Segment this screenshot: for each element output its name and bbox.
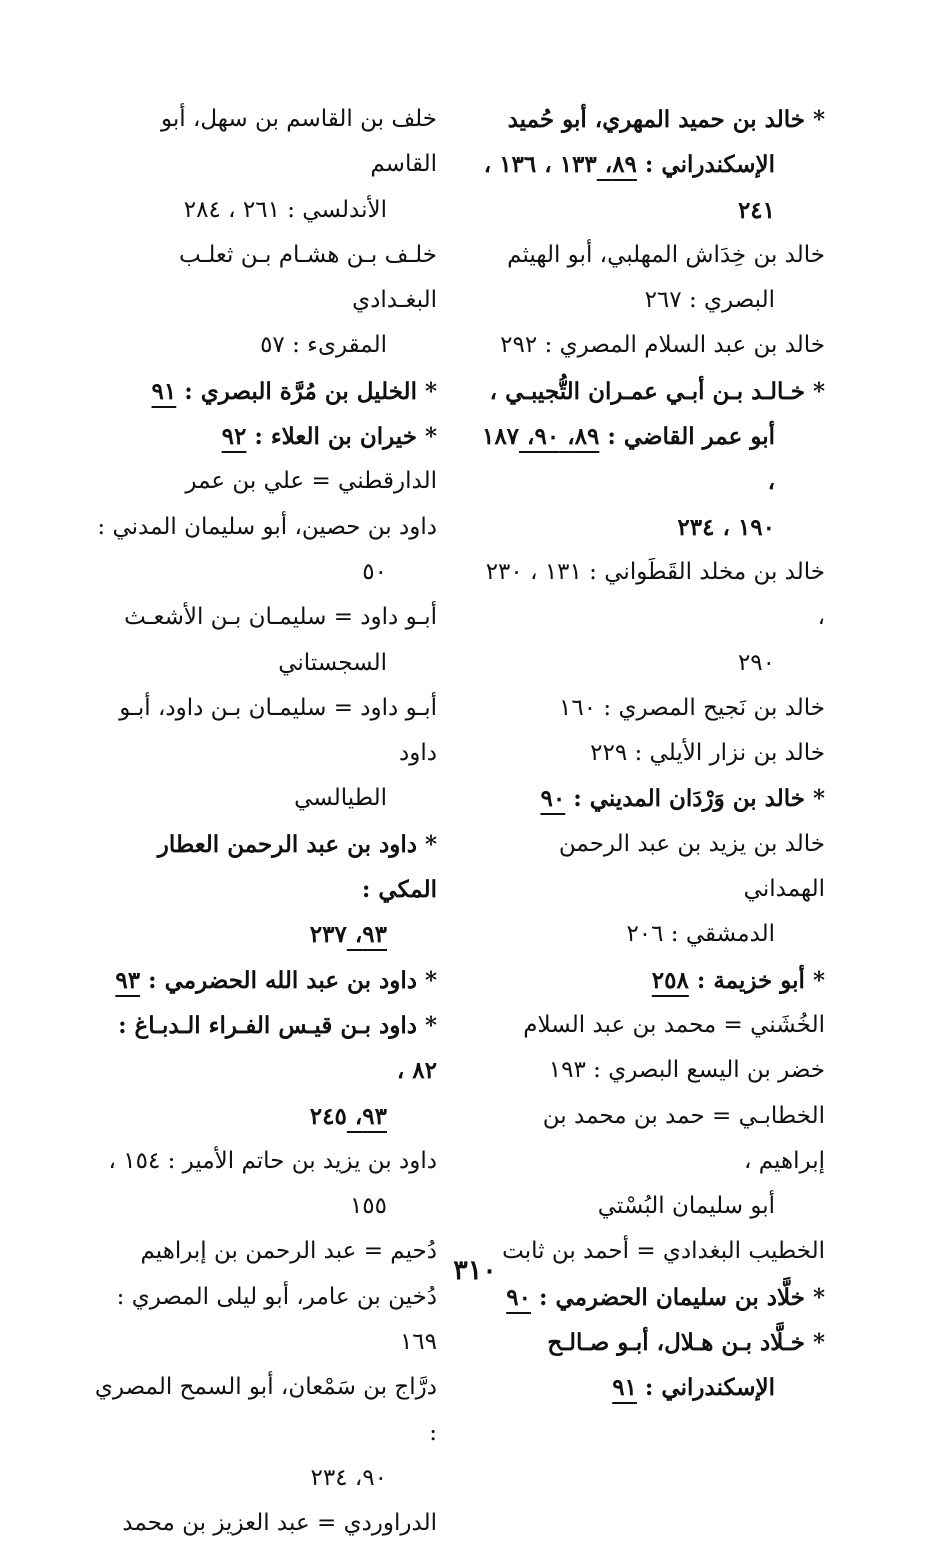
entry-continuation-line <box>92 776 437 821</box>
index-entry <box>480 822 825 958</box>
entry-text: أبو سليمان البُسْتي <box>597 1193 775 1220</box>
entry-line <box>92 97 437 188</box>
index-entry <box>92 822 437 958</box>
entry-continuation-line <box>92 1094 437 1139</box>
entry-continuation-line <box>480 912 825 957</box>
entry-text: الأندلسي : ٢٦١ ، ٢٨٤ <box>183 196 387 223</box>
entry-line <box>92 595 437 640</box>
entry-line <box>480 369 825 414</box>
index-entry <box>480 233 825 324</box>
entry-text: الإسكندراني : <box>636 151 775 179</box>
index-entry <box>92 1275 437 1366</box>
entry-text: * أبو خزيمة : <box>688 966 825 994</box>
entry-continuation-line <box>92 912 437 957</box>
entry-text: خالد بن مخلد القَطَواني : ١٣١ ، ٢٣٠ ، <box>485 558 825 631</box>
entry-line <box>92 1501 437 1546</box>
index-entry <box>480 731 825 776</box>
entry-text: الإسكندراني : <box>636 1374 775 1402</box>
entry-text: * خـلَّاد بـن هـلال، أبـو صـالـح <box>547 1329 825 1357</box>
entry-text: ٢٤١ <box>737 196 775 224</box>
entry-text: البصري : ٢٦٧ <box>644 287 775 314</box>
underlined-page-ref: ٩٣ <box>115 966 141 994</box>
entry-line <box>480 958 825 1003</box>
entry-text: خضر بن اليسع البصري : ١٩٣ <box>548 1057 825 1084</box>
index-entry <box>480 958 825 1003</box>
underlined-page-ref: ٩٣، <box>346 921 387 949</box>
underlined-page-ref: ٢٥٨ <box>651 966 689 994</box>
index-entry <box>92 459 437 504</box>
entry-line <box>92 369 437 414</box>
entry-line <box>480 97 825 142</box>
entry-text: خالد بن يزيد بن عبد الرحمن الهمداني <box>558 830 825 903</box>
entry-continuation-line <box>480 641 825 686</box>
entry-text: * خـالـد بـن أبـي عمـران التُّجيبـي ، <box>489 377 825 405</box>
entry-text: الخُشَني = محمد بن عبد السلام <box>523 1011 825 1038</box>
underlined-page-ref: ٩١ <box>151 377 177 405</box>
index-entry <box>480 1003 825 1048</box>
index-entry <box>92 686 437 822</box>
entry-continuation-line <box>92 188 437 233</box>
entry-line <box>480 323 825 368</box>
entry-text: الدمشقي : ٢٠٦ <box>626 921 775 948</box>
index-column-left <box>92 97 437 1547</box>
entry-line <box>480 822 825 913</box>
entry-text: خالد بن نزار الأيلي : ٢٢٩ <box>590 740 825 767</box>
entry-text: ٢٩٠ <box>737 649 775 676</box>
underlined-page-ref: ٩٠ <box>506 1283 531 1311</box>
entry-line <box>92 233 437 324</box>
entry-text: * داود بن عبد الله الحضرمي : <box>140 966 437 994</box>
entry-continuation-line <box>92 323 437 368</box>
entry-line <box>480 686 825 731</box>
entry-continuation-line <box>480 188 825 233</box>
underlined-page-ref: ٩٢ <box>221 423 247 451</box>
entry-text: خالد بن خِدَاش المهلبي، أبو الهيثم <box>507 241 825 268</box>
entry-text: أبـو داود = سليمـان بـن داود، أبـو داود <box>119 694 437 767</box>
entry-text: داود بن حصين، أبو سليمان المدني : <box>97 513 437 540</box>
entry-continuation-line <box>480 142 825 187</box>
entry-text: دُخين بن عامر، أبو ليلى المصري : ١٦٩ <box>116 1283 437 1356</box>
underlined-page-ref: ٨٩، ٩٠، <box>519 423 600 451</box>
entry-text: السجستاني <box>278 649 387 676</box>
entry-continuation-line <box>92 550 437 595</box>
entry-text: ١٣٣ ، ١٣٦ ، <box>483 151 597 179</box>
entry-text: درَّاج بن سَمْعان، أبو السمح المصري : <box>94 1374 437 1446</box>
underlined-page-ref: ٩٣، <box>346 1102 387 1130</box>
entry-text: * خالد بن حميد المهري، أبو حُميد <box>507 106 825 133</box>
entry-text: الخطابـي = حمد بن محمد بن إبراهيم ، <box>542 1102 825 1174</box>
entry-text: الطيالسي <box>294 785 387 812</box>
entry-text: الدراوردي = عبد العزيز بن محمد <box>122 1510 437 1537</box>
index-entry <box>92 1365 437 1501</box>
index-entry <box>480 323 825 368</box>
entry-text: ١٥٥ <box>349 1193 387 1220</box>
entry-line <box>92 1275 437 1366</box>
entry-continuation-line <box>480 414 825 505</box>
entry-text: خالد بن نَجيح المصري : ١٦٠ <box>559 694 825 721</box>
index-entry <box>480 369 825 550</box>
entry-text: * الخليل بن مُرَّة البصري : <box>176 377 437 405</box>
index-entry <box>92 414 437 459</box>
index-entry <box>480 97 825 233</box>
index-entry <box>480 1094 825 1230</box>
underlined-page-ref: ٨٩، <box>596 151 637 179</box>
entry-text: خلف بن القاسم بن سهل، أبو القاسم <box>160 106 437 178</box>
index-entry <box>480 776 825 821</box>
entry-line <box>480 1003 825 1048</box>
entry-line <box>92 1139 437 1184</box>
entry-continuation-line <box>92 641 437 686</box>
entry-line <box>480 233 825 278</box>
index-entry <box>92 1501 437 1546</box>
index-column-right <box>480 97 825 1411</box>
entry-text: ٢٤٥ <box>309 1102 347 1130</box>
entry-line <box>480 550 825 641</box>
entry-text: خالد بن عبد السلام المصري : ٢٩٢ <box>500 332 825 359</box>
index-entry <box>92 958 437 1003</box>
entry-line <box>480 776 825 821</box>
index-entry <box>92 97 437 233</box>
entry-continuation-line <box>480 278 825 323</box>
entry-text: دُحيم = عبد الرحمن بن إبراهيم <box>140 1238 437 1265</box>
entry-text: الدارقطني = علي بن عمر <box>185 468 437 495</box>
entry-line <box>480 1094 825 1185</box>
entry-text: خلـف بـن هشـام بـن ثعلـب البغـدادي <box>179 241 437 314</box>
entry-text: أبـو داود = سليمـان بـن الأشعـث <box>124 604 437 631</box>
entry-line <box>92 686 437 777</box>
entry-text: * خلَّاد بن سليمان الحضرمي : <box>530 1283 825 1311</box>
entry-line <box>92 459 437 504</box>
index-entry <box>92 595 437 686</box>
entry-line <box>92 505 437 550</box>
entry-text: * داود بن عبد الرحمن العطار المكي : <box>157 830 437 904</box>
entry-continuation-line <box>92 1184 437 1229</box>
entry-text: * خالد بن وَرْدَان المديني : <box>565 785 825 813</box>
entry-text: المقرىء : ٥٧ <box>260 332 387 359</box>
index-entry <box>92 1003 437 1139</box>
underlined-page-ref: ٩٠ <box>540 785 566 813</box>
entry-text: داود بن يزيد بن حاتم الأمير : ١٥٤ ، <box>108 1147 437 1174</box>
index-entry <box>480 1048 825 1093</box>
entry-line <box>92 414 437 459</box>
entry-continuation-line <box>480 505 825 550</box>
index-entry <box>92 233 437 369</box>
entry-continuation-line <box>480 1184 825 1229</box>
index-entry <box>480 550 825 686</box>
index-entry <box>92 505 437 596</box>
entry-continuation-line <box>92 1456 437 1501</box>
entry-line <box>480 731 825 776</box>
index-entry <box>480 1320 825 1411</box>
entry-line <box>92 1003 437 1094</box>
entry-text: ٥٠ <box>362 558 387 585</box>
entry-line <box>480 1320 825 1365</box>
page-number: ٣١٠ <box>453 1255 497 1286</box>
entry-continuation-line <box>480 1365 825 1410</box>
entry-text: أبو عمر القاضي : <box>599 423 775 451</box>
entry-text: الخطيب البغدادي = أحمد بن ثابت <box>502 1238 825 1265</box>
index-entry <box>480 686 825 731</box>
entry-text: ٩٠، ٢٣٤ <box>310 1464 387 1491</box>
entry-line <box>92 958 437 1003</box>
index-entry <box>92 1139 437 1230</box>
entry-text: * داود بـن قيـس الفـراء الـدبـاغ : ٨٢ ، <box>118 1011 437 1085</box>
entry-text: * خيران بن العلاء : <box>246 423 437 451</box>
index-entry <box>92 369 437 414</box>
entry-line <box>92 1365 437 1456</box>
entry-text: ١٩٠ ، ٢٣٤ <box>677 513 775 541</box>
entry-line <box>92 822 437 913</box>
entry-text: ٢٣٧ <box>309 921 347 949</box>
underlined-page-ref: ٩١ <box>612 1374 637 1402</box>
entry-line <box>480 1048 825 1093</box>
entry-text: ١٨٧ ، <box>481 423 775 496</box>
